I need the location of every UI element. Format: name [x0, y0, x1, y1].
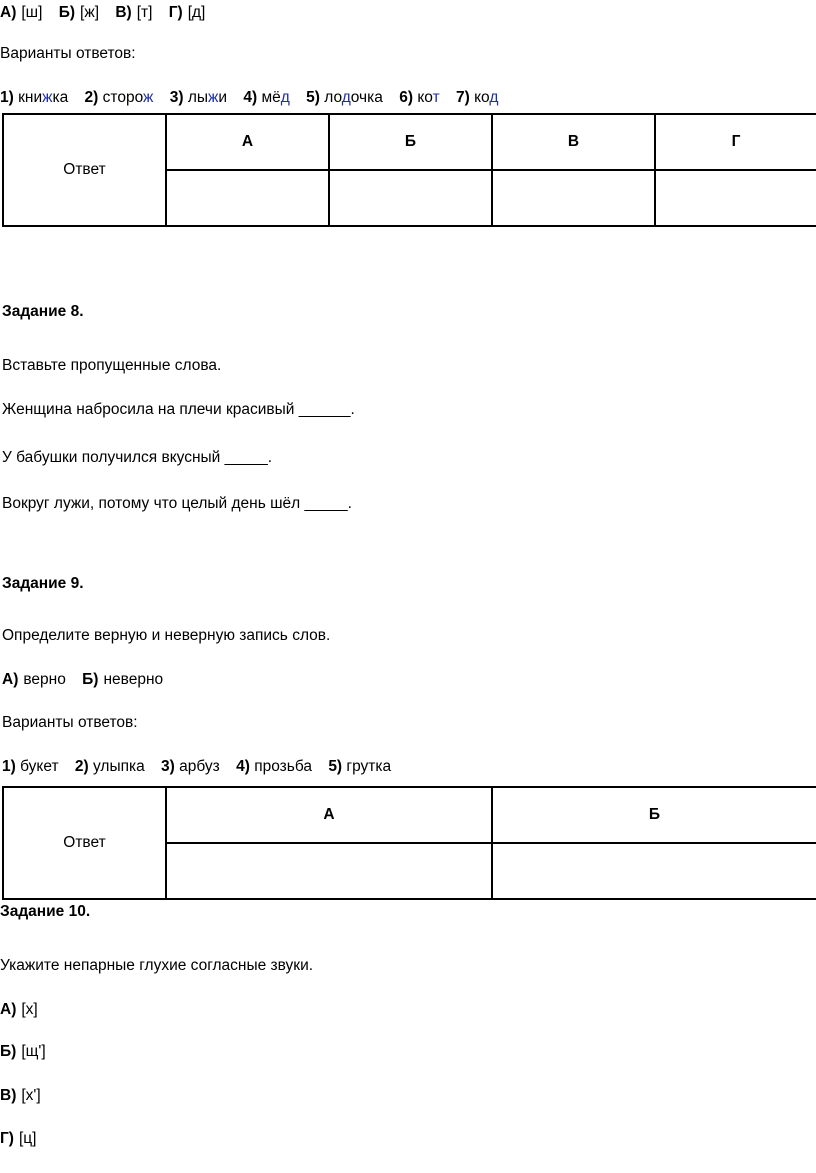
task8-sentence-1: Женщина набросила на плечи красивый ______.: [2, 401, 355, 418]
answer-row-label-2: Ответ: [3, 787, 166, 899]
variants-label-1: Варианты ответов:: [0, 45, 136, 62]
task8-sentence-2: У бабушки получился вкусный _____.: [2, 449, 273, 466]
option-b: Б) [ж]: [58, 4, 100, 21]
task10-title: Задание 10.: [0, 903, 91, 920]
task8-title: Задание 8.: [2, 303, 84, 320]
col-header-b-2: Б: [492, 787, 816, 843]
task9-variants-label: Варианты ответов:: [2, 714, 138, 731]
word-3: 3) лыжи: [169, 89, 228, 106]
option-a: А) [ш]: [0, 4, 43, 21]
t9-word-4: 4) прозьба: [236, 758, 312, 775]
task10-option-g: Г) [ц]: [0, 1130, 37, 1147]
answer-cell-a-2[interactable]: [166, 843, 492, 899]
t9-word-5: 5) грутка: [328, 758, 392, 775]
answer-table-2: [2, 786, 816, 900]
col-header-a: А: [166, 114, 329, 170]
word-4: 4) мёд: [243, 89, 290, 106]
task10-option-b: Б) [щ']: [0, 1043, 46, 1060]
option-g: Г) [д]: [168, 4, 206, 21]
task9-options: А) верно Б) неверно: [2, 671, 164, 688]
answer-table-1: [2, 113, 816, 227]
col-header-g: Г: [655, 114, 816, 170]
words-line-1: [0, 88, 498, 108]
word-1: 1) книжка: [0, 89, 69, 106]
task9-title: Задание 9.: [2, 575, 84, 592]
task9-words-line: [2, 757, 391, 777]
task8-sentence-3: Вокруг лужи, потому что целый день шёл _____.: [2, 495, 352, 512]
answer-cell-b[interactable]: [329, 170, 492, 226]
task10-instruction: Укажите непарные глухие согласные звуки.: [0, 957, 314, 974]
col-header-v: В: [492, 114, 655, 170]
task10-option-a: А) [х]: [0, 1001, 38, 1018]
answer-cell-g[interactable]: [655, 170, 816, 226]
answer-cell-b-2[interactable]: [492, 843, 816, 899]
word-5: 5) лодочка: [306, 89, 383, 106]
top-options-line: [0, 3, 205, 23]
t9-word-2: 2) улыпка: [74, 758, 145, 775]
t9-word-3: 3) арбуз: [161, 758, 220, 775]
answer-cell-a[interactable]: [166, 170, 329, 226]
word-6: 6) кот: [399, 89, 440, 106]
answer-row-label: Ответ: [3, 114, 166, 226]
word-7: 7) код: [455, 89, 499, 106]
task8-instruction: Вставьте пропущенные слова.: [2, 357, 222, 374]
task10-option-v: В) [х']: [0, 1087, 41, 1104]
answer-cell-v[interactable]: [492, 170, 655, 226]
t9-word-1: 1) букет: [2, 758, 59, 775]
option-v: В) [т]: [115, 4, 153, 21]
task9-instruction: Определите верную и неверную запись слов.: [2, 627, 331, 644]
col-header-a-2: А: [166, 787, 492, 843]
col-header-b: Б: [329, 114, 492, 170]
word-2: 2) сторож: [84, 89, 154, 106]
